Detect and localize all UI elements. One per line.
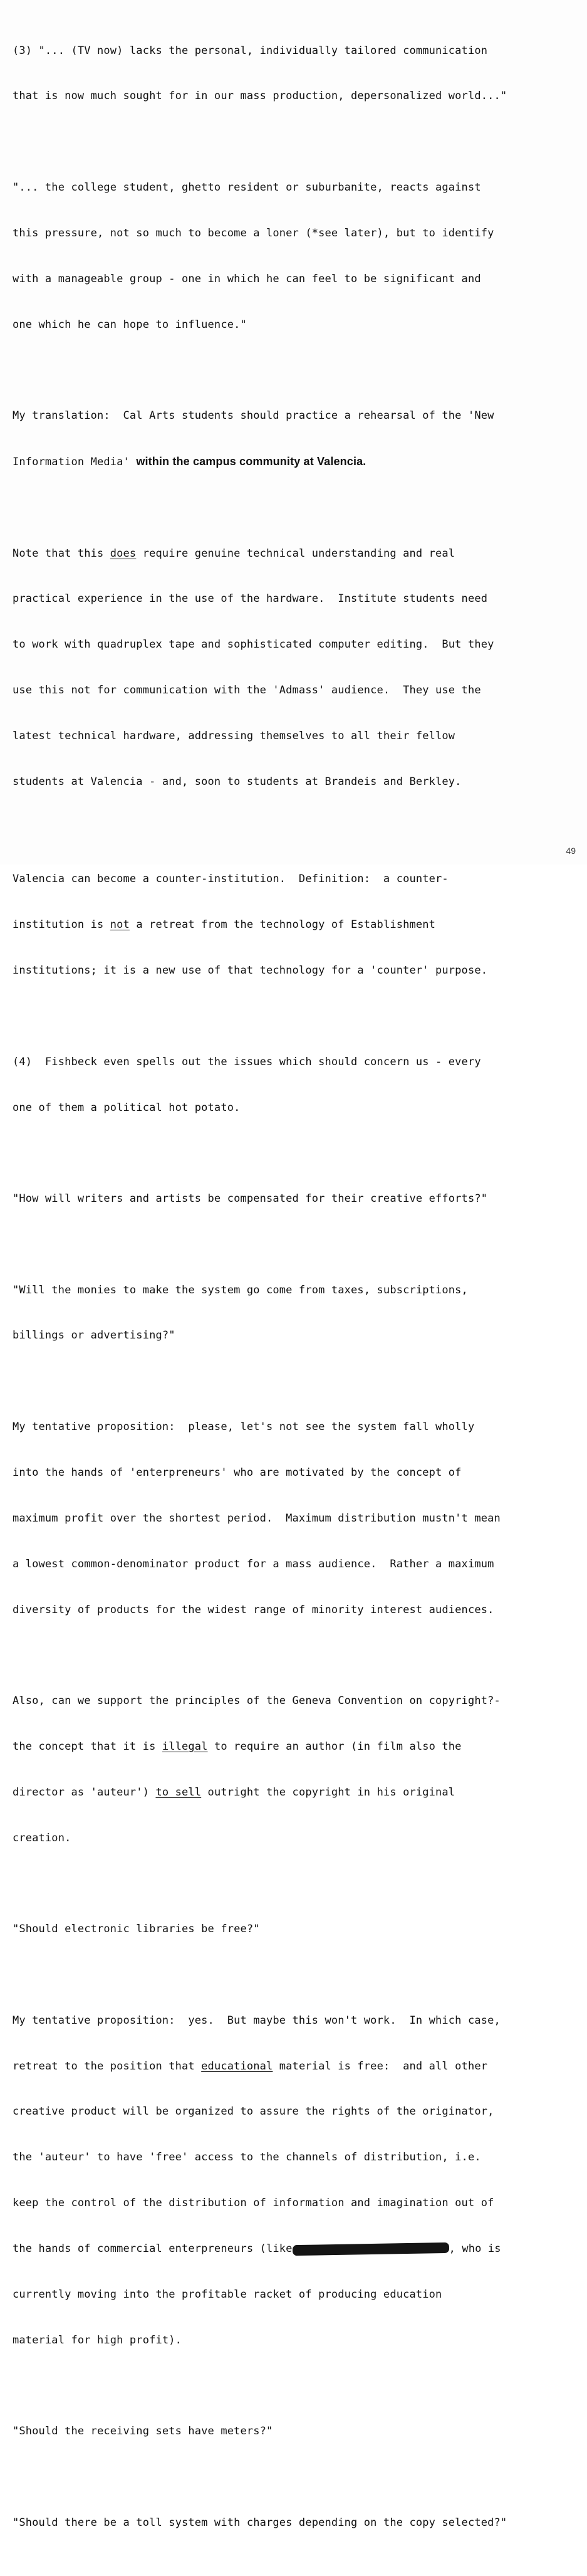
text-line: "Should the receiving sets have meters?" [13,2425,273,2438]
text-line: billings or advertising?" [13,1329,175,1342]
text-fragment: institution is [13,918,110,932]
text-fragment: Information Media' [13,456,137,469]
text-line: institutions; it is a new use of that technology for a 'counter' purpose. [13,964,488,977]
redaction-mark [292,2242,449,2255]
text-fragment: material is free: and all other [273,2059,488,2073]
text-line: into the hands of 'enterpreneurs' who are motivated by the concept of [13,1466,462,1479]
text-line: a lowest common-denominator product for a mass audience. Rather a maximum [13,1557,494,1570]
text-line: the 'auteur' to have 'free' access to the channels of distribution, i.e. [13,2151,481,2164]
text-line: creative product will be organized to assure the rights of the originator, [13,2105,494,2118]
paragraph-question-toll [13,2484,576,2560]
text-line: one of them a political hot potato. [13,1101,241,1114]
paragraph-counter-institution [13,841,576,1009]
text-line: to work with quadruplex tape and sophisticated computer editing. But they [13,638,494,651]
paragraph-tentative-proposition-1 [13,1389,576,1648]
text-line [13,1739,576,1754]
text-line [13,2059,576,2074]
text-line: keep the control of the distribution of information and imagination out of [13,2197,494,2210]
underlined-word: not [110,918,130,932]
text-line: with a manageable group - one in which he can feel to be significant and [13,272,481,285]
paragraph-my-translation [13,378,576,500]
text-line: creation. [13,1831,71,1844]
paragraph-college-student [13,149,576,362]
text-line: this pressure, not so much to become a loner (*see later), but to identify [13,226,494,239]
text-fragment: outright the copyright in his original [201,1785,455,1799]
text-line [13,917,576,932]
text-line: "Will the monies to make the system go come from taxes, subscriptions, [13,1283,468,1296]
text-line: currently moving into the profitable racket of producing education [13,2288,442,2301]
text-line: (3) "... (TV now) lacks the personal, individually tailored communication [13,44,488,57]
text-line [13,546,576,561]
text-fragment: Note that this [13,547,110,560]
text-line: "Should electronic libraries be free?" [13,1923,260,1936]
text-fragment: to require an author (in film also the [207,1740,462,1753]
paragraph-note [13,515,576,820]
bold-phrase: within the campus community at Valencia. [136,455,366,468]
text-line [13,2241,576,2256]
text-line: "Should there be a toll system with charges depending on the copy selected?" [13,2516,507,2529]
text-line: practical experience in the use of the hardware. Institute students need [13,592,488,606]
paragraph-3-quote [13,13,576,134]
text-fragment: require genuine technical understanding and real [136,547,455,560]
underlined-word: illegal [162,1740,208,1753]
underlined-word: to sell [155,1785,202,1799]
paragraph-question-writers [13,1160,576,1236]
text-line: Valencia can become a counter-institution. Definition: a counter- [13,873,449,886]
text-line: maximum profit over the shortest period. Maximum distribution mustn't mean [13,1511,501,1525]
document-body [13,13,576,2576]
text-fragment: the hands of commercial enterpreneurs (like [13,2242,293,2256]
text-line: that is now much sought for in our mass production, depersonalized world..." [13,90,507,103]
text-line: diversity of products for the widest range of minority interest audiences. [13,1603,494,1616]
text-line: one which he can hope to influence." [13,318,247,331]
text-line: latest technical hardware, addressing themselves to all their fellow [13,730,455,743]
text-line: My tentative proposition: please, let's not see the system fall wholly [13,1420,475,1433]
text-line: My translation: Cal Arts students should practice a rehearsal of the 'New [13,409,494,423]
text-line: "How will writers and artists be compensated for their creative efforts?" [13,1192,488,1206]
text-line [13,1785,576,1800]
text-line: (4) Fishbeck even spells out the issues which should concern us - every [13,1055,481,1068]
text-line: My tentative proposition: yes. But maybe this won't work. In which case, [13,2014,501,2027]
text-fragment: retreat to the position that [13,2059,202,2073]
text-fragment: , who is [449,2242,501,2256]
text-line [13,454,576,470]
paragraph-question-meters [13,2394,576,2469]
paragraph-question-libraries [13,1891,576,1967]
underlined-word: educational [201,2059,273,2073]
text-line: material for high profit). [13,2333,182,2347]
text-line: Also, can we support the principles of the Geneva Convention on copyright?- [13,1694,501,1707]
text-fragment: a retreat from the technology of Establishment [129,918,436,932]
text-fragment: director as 'auteur') [13,1785,156,1799]
text-line: "... the college student, ghetto resident or suburbanite, reacts against [13,181,481,194]
paragraph-question-monies [13,1252,576,1374]
paragraph-geneva-convention [13,1663,576,1876]
text-line: students at Valencia - and, soon to students at Brandeis and Berkley. [13,775,462,788]
paragraph-tentative-proposition-2 [13,1982,576,2379]
page-number: 49 [566,846,576,856]
text-fragment: the concept that it is [13,1740,162,1753]
underlined-word: does [110,547,137,560]
paragraph-4-fishbeck [13,1024,576,1145]
text-line: use this not for communication with the 'Admass' audience. They use the [13,684,481,697]
